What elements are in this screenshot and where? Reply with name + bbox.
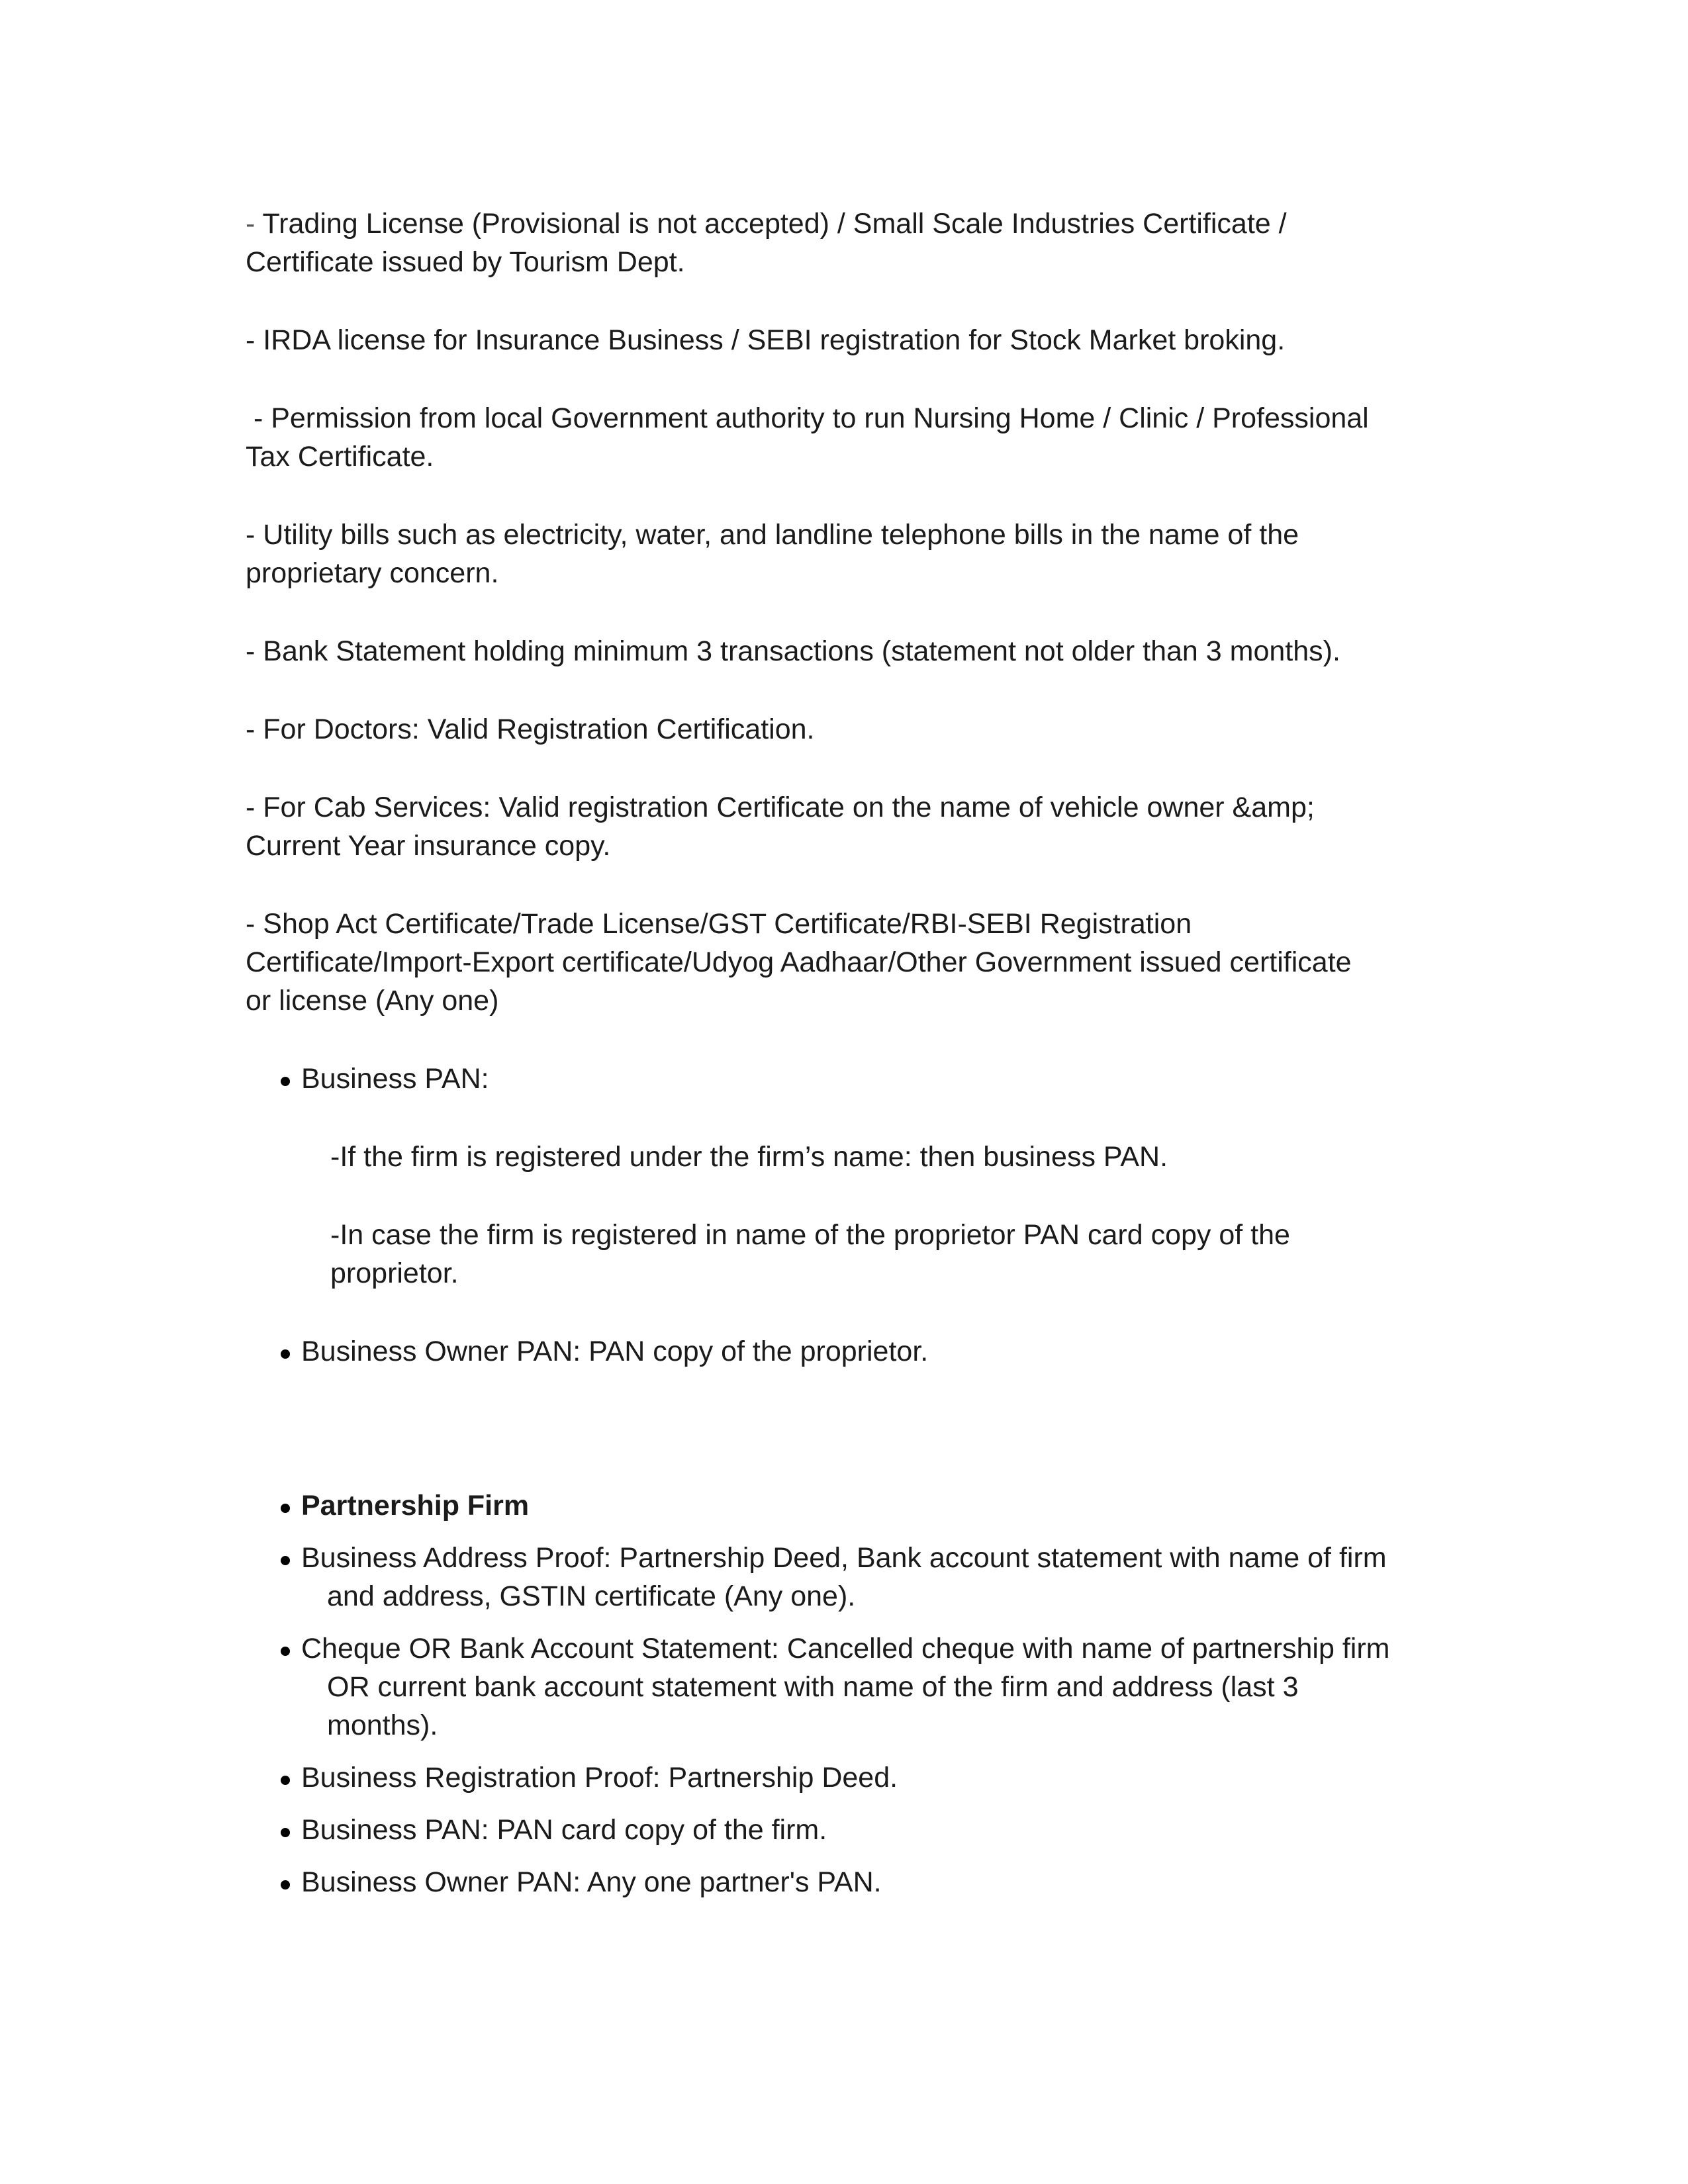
bullet-item-business-pan-firm xyxy=(246,1811,1489,1849)
paragraph-line: - Permission from local Government authority to run Nursing Home / Clinic / Professional xyxy=(246,402,1369,434)
sub-item-line: proprietor. xyxy=(330,1257,459,1289)
paragraph-trading-license xyxy=(246,205,1489,281)
bullet-line: months). xyxy=(327,1709,438,1741)
paragraph-shop-act xyxy=(246,905,1489,1020)
paragraph-line: - For Doctors: Valid Registration Certification. xyxy=(246,713,815,745)
paragraph-line: or license (Any one) xyxy=(246,985,499,1017)
partnership-bullet-list xyxy=(246,1486,1489,1901)
bullet-item-cheque-or-bank-statement xyxy=(246,1629,1489,1745)
sub-item-proprietor-pan xyxy=(246,1216,1489,1293)
paragraph-utility-bills xyxy=(246,516,1489,592)
bullet-line: and address, GSTIN certificate (Any one). xyxy=(327,1580,856,1612)
paragraph-doctors xyxy=(246,710,1489,749)
sub-item-line: -If the firm is registered under the firm’s name: then business PAN. xyxy=(330,1141,1168,1173)
bullet-item-business-registration-proof xyxy=(246,1758,1489,1797)
paragraph-cab-services xyxy=(246,788,1489,865)
bullet-icon xyxy=(281,1828,290,1837)
paragraph-line: - Utility bills such as electricity, water, and landline telephone bills in the name of the xyxy=(246,519,1299,551)
bullet-item-partnership-firm-heading xyxy=(246,1486,1489,1525)
paragraph-line: - For Cab Services: Valid registration Certificate on the name of vehicle owner &amp; xyxy=(246,792,1315,823)
bullet-item-business-owner-pan-partner xyxy=(246,1863,1489,1901)
bullet-icon xyxy=(281,1776,290,1785)
proprietorship-bullet-list xyxy=(246,1060,1489,1371)
paragraph-line: - Shop Act Certificate/Trade License/GST Certificate/RBI-SEBI Registration xyxy=(246,908,1192,940)
paragraph-line: - IRDA license for Insurance Business / SEBI registration for Stock Market broking. xyxy=(246,324,1286,356)
bullet-icon xyxy=(281,1349,290,1359)
leading-dash: - xyxy=(246,208,256,240)
paragraph-line: Tax Certificate. xyxy=(246,441,434,473)
bullet-line: Business Address Proof: Partnership Deed, Bank account statement with name of firm xyxy=(301,1542,1387,1574)
bullet-icon xyxy=(281,1647,290,1656)
sub-item-firm-name-pan xyxy=(246,1138,1489,1176)
bullet-icon xyxy=(281,1880,290,1889)
paragraph-line: Current Year insurance copy. xyxy=(246,830,611,862)
bullet-line: Business Registration Proof: Partnership Deed. xyxy=(301,1762,898,1794)
paragraph-line: - Bank Statement holding minimum 3 transactions (statement not older than 3 months). xyxy=(246,635,1340,667)
paragraph-text: Trading License (Provisional is not accepted) / Small Scale Industries Certificate / xyxy=(255,208,1287,240)
paragraph-line: Certificate issued by Tourism Dept. xyxy=(246,246,685,278)
bullet-icon xyxy=(281,1077,290,1086)
paragraph-irda-license xyxy=(246,321,1489,359)
bullet-item-business-pan xyxy=(246,1060,1489,1098)
bullet-item-business-owner-pan xyxy=(246,1332,1489,1371)
bullet-icon xyxy=(281,1504,290,1513)
bullet-label: Partnership Firm xyxy=(301,1490,530,1522)
paragraph-line: proprietary concern. xyxy=(246,557,499,589)
sub-item-line: -In case the firm is registered in name of the proprietor PAN card copy of the xyxy=(330,1219,1290,1251)
bullet-item-business-address-proof xyxy=(246,1539,1489,1615)
bullet-line: Business Owner PAN: Any one partner's PAN. xyxy=(301,1866,882,1898)
paragraph-line: Certificate/Import-Export certificate/Udyog Aadhaar/Other Government issued certificate xyxy=(246,946,1352,978)
bullet-label: Business PAN: xyxy=(301,1063,489,1095)
paragraph-permission-authority xyxy=(246,399,1489,476)
bullet-line: Business PAN: PAN card copy of the firm. xyxy=(301,1814,827,1846)
bullet-line: Cheque OR Bank Account Statement: Cancelled cheque with name of partnership firm xyxy=(301,1633,1390,1664)
paragraph-bank-statement xyxy=(246,632,1489,670)
paragraph-line xyxy=(246,205,1489,243)
bullet-line: OR current bank account statement with name of the firm and address (last 3 xyxy=(327,1671,1299,1703)
bullet-icon xyxy=(281,1556,290,1565)
bullet-label: Business Owner PAN: PAN copy of the proprietor. xyxy=(301,1336,929,1367)
